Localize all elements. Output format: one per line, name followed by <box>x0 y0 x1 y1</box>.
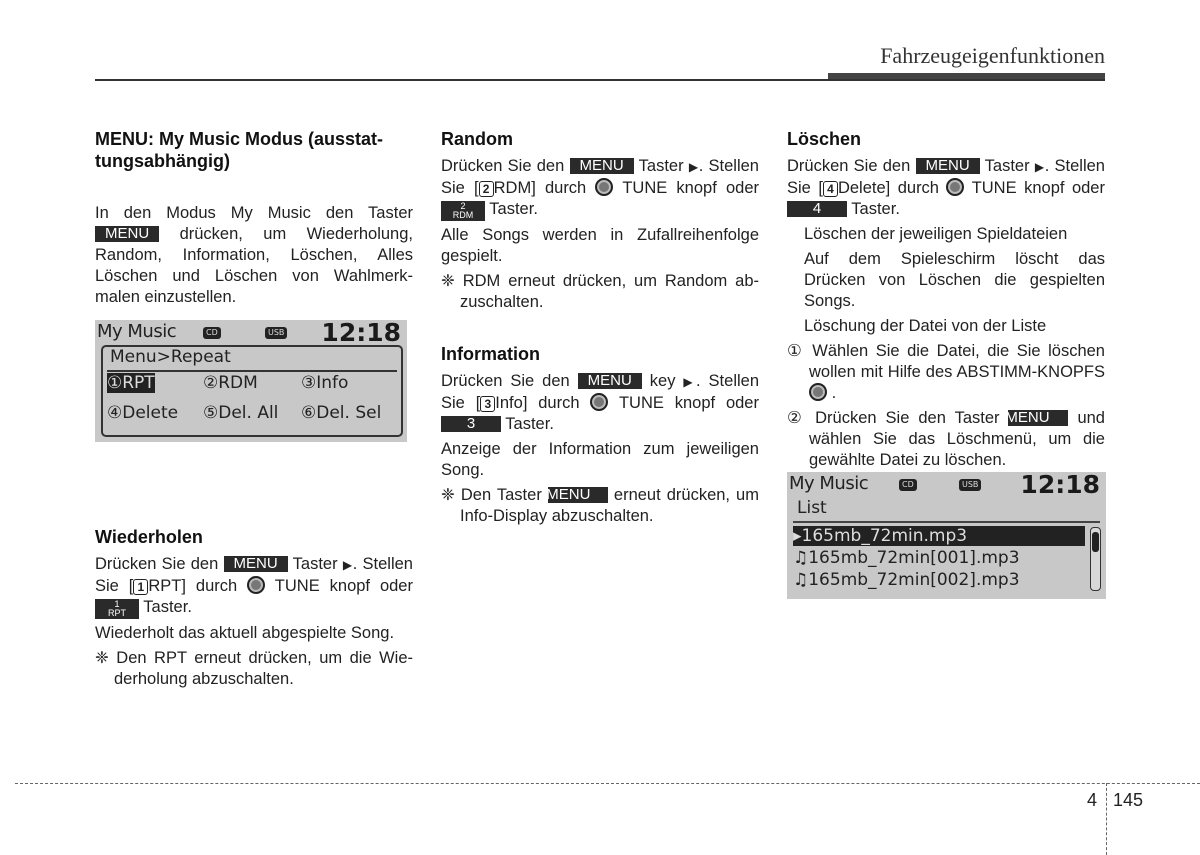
rdm-key <box>441 201 485 221</box>
menu-item-rdm[interactable]: ②RDM <box>203 373 258 393</box>
text: Taster <box>638 157 684 175</box>
delete-instruction: Drücken Sie den MENU Taster ▶. Stellen Sie [ 4 Delete] durch TUNE knopf oder 4 Taster. <box>787 157 1105 218</box>
delete-step-2 <box>787 408 1105 471</box>
menu-key: MENU <box>916 158 980 174</box>
menu-key: MENU <box>570 158 634 174</box>
screen-status-bar <box>787 472 1106 497</box>
text: Stellen Sie [ <box>95 555 413 595</box>
intro-text-post: drücken, um Wiederholung, Random, Information, Löschen, Alles Löschen und Löschen von Wahlmerk-malen einzustellen. <box>95 225 413 306</box>
scroll-thumb[interactable] <box>1092 532 1099 552</box>
list-title: List <box>797 498 827 518</box>
header-rule <box>95 79 1105 81</box>
text: Delete] durch <box>837 179 939 197</box>
text: und wählen Sie das Löschmenü, um die gewählte Datei zu löschen. <box>809 409 1105 469</box>
display-screen-menu <box>95 320 407 442</box>
text: TUNE knopf oder <box>618 394 759 412</box>
section-title: Fahrzeugeigenfunktionen <box>880 43 1105 68</box>
text: TUNE knopf oder <box>274 577 413 595</box>
text: Stellen Sie [ <box>787 157 1105 197</box>
text: ② Drücken Sie den Taster <box>787 409 1000 427</box>
repeat-instruction: Drücken Sie den MENU Taster ▶. Stellen Sie [ 1 RPT] durch TUNE knopf oder 1 RPT Taster. <box>95 555 413 618</box>
intro-paragraph <box>95 203 413 308</box>
menu-item-rpt[interactable]: ①RPT <box>107 373 155 393</box>
list-item[interactable]: ♫165mb_72min[002].mp3 <box>793 570 1020 590</box>
delete-heading: Löschen <box>787 129 862 149</box>
text: RPT] durch <box>148 577 238 595</box>
random-heading: Random <box>441 129 513 149</box>
delete-line-3: Löschung der Datei von der Liste <box>804 317 1047 335</box>
repeat-heading: Wiederholen <box>95 527 203 547</box>
text: TUNE knopf oder <box>622 179 759 197</box>
arrow-right-icon: ▶ <box>342 558 353 572</box>
text: ❈ Den Taster <box>441 486 542 504</box>
cd-badge: CD <box>203 327 221 339</box>
menu-title: Menu>Repeat <box>110 347 231 367</box>
menu-item-delete[interactable]: ④Delete <box>107 403 179 423</box>
tune-knob-icon <box>946 178 964 196</box>
footer-rule <box>15 783 1200 784</box>
delete-key: 4 <box>787 201 847 217</box>
list-item-selected[interactable]: ▸165mb_72min.mp3 <box>793 526 1085 546</box>
repeat-note: ❈ Den RPT erneut drücken, um die Wie-derholung abzuschalten. <box>95 649 413 688</box>
random-note: ❈ RDM erneut drücken, um Random ab-zuschalten. <box>441 272 759 311</box>
screen-clock: 12:18 <box>321 318 401 347</box>
arrow-right-icon: ▶ <box>688 160 699 174</box>
delete-line-2: Auf dem Spieleschirm löscht das Drücken von Löschen die gespielten Songs. <box>804 250 1105 310</box>
text: Taster. <box>851 200 900 218</box>
menu-item-info[interactable]: ③Info <box>301 373 349 393</box>
random-instruction: Drücken Sie den MENU Taster ▶. Stellen Sie [ 2 RDM] durch TUNE knopf oder 2 RDM Taster. <box>441 157 759 220</box>
delete-step-1: ① Wählen Sie die Datei, die Sie löschen wollen mit Hilfe des ABSTIMM-KNOPFS . <box>787 342 1105 402</box>
menu-key: MENU <box>548 487 608 503</box>
usb-badge: USB <box>959 479 981 491</box>
tune-knob-icon <box>595 178 613 196</box>
tune-knob-icon <box>247 576 265 594</box>
info-instruction: Drücken Sie den MENU key ▶. Stellen Sie [ 3 Info] durch TUNE knopf oder 3 Taster. <box>441 372 759 433</box>
column-middle <box>441 128 759 531</box>
info-note <box>441 485 759 527</box>
cd-badge: CD <box>899 479 917 491</box>
text: Stellen Sie [ <box>441 157 759 197</box>
repeat-description: Wiederholt das aktuell abgespielte Song. <box>95 624 395 642</box>
list-scrollbar[interactable] <box>1090 527 1101 591</box>
text: Drücken Sie den <box>787 157 911 175</box>
arrow-right-icon: ▶ <box>1034 160 1045 174</box>
divider <box>107 370 397 372</box>
text: RDM] durch <box>493 179 587 197</box>
arrow-right-icon: ▶ <box>683 375 697 389</box>
screen-status-bar <box>95 320 407 345</box>
number-box-icon: 3 <box>480 396 495 412</box>
key-number: 1 <box>114 599 120 609</box>
number-box-icon: 2 <box>479 181 494 197</box>
menu-item-del-sel[interactable]: ⑥Del. Sel <box>301 403 382 423</box>
key-number: 2 <box>460 201 466 211</box>
menu-key: MENU <box>224 556 288 572</box>
menu-key: MENU <box>1008 410 1068 426</box>
display-screen-list <box>787 472 1106 599</box>
menu-item-del-all[interactable]: ⑤Del. All <box>203 403 279 423</box>
tune-knob-icon <box>809 383 827 401</box>
text: key <box>649 372 676 390</box>
info-key: 3 <box>441 416 501 432</box>
menu-key: MENU <box>95 226 159 242</box>
menu-panel <box>101 345 403 437</box>
text: Taster <box>984 157 1030 175</box>
text: Taster <box>292 555 338 573</box>
text: ① Wählen Sie die Datei, die Sie löschen wollen mit Hilfe des ABSTIMM-KNOPFS <box>787 342 1105 381</box>
delete-line-1: Löschen der jeweiligen Spieldateien <box>804 225 1068 243</box>
screen-title: My Music <box>789 473 869 494</box>
key-label: RPT <box>108 608 126 618</box>
number-box-icon: 1 <box>133 579 148 595</box>
text: Drücken Sie den <box>441 157 565 175</box>
chapter-number: 4 <box>1087 790 1098 810</box>
mymusic-heading: MENU: My Music Modus (ausstat-tungsabhängig) <box>95 129 384 171</box>
screen-clock: 12:18 <box>1020 470 1100 499</box>
intro-text-pre: In den Modus My Music den Taster <box>95 204 413 222</box>
tune-knob-icon <box>590 393 608 411</box>
text: erneut drücken, um Info-Display abzuschalten. <box>460 486 759 525</box>
column-right <box>787 128 1105 475</box>
text: Stellen Sie [ <box>441 372 759 412</box>
divider <box>793 521 1100 523</box>
number-box-icon: 4 <box>823 181 838 197</box>
random-description: Alle Songs werden in Zufallreihenfolge gespielt. <box>441 226 759 265</box>
footer-divider <box>1106 783 1107 855</box>
usb-badge: USB <box>265 327 287 339</box>
text: TUNE knopf oder <box>971 179 1105 197</box>
page-number: 145 <box>1113 790 1144 810</box>
text: Info] durch <box>495 394 580 412</box>
screen-title: My Music <box>97 321 177 342</box>
key-label: RDM <box>452 210 474 220</box>
text: Drücken Sie den <box>95 555 219 573</box>
text: Taster. <box>143 598 192 616</box>
text: Drücken Sie den <box>441 372 570 390</box>
info-description: Anzeige der Information zum jeweiligen Song. <box>441 440 759 479</box>
info-heading: Information <box>441 344 540 364</box>
menu-key: MENU <box>578 373 642 389</box>
list-item[interactable]: ♫165mb_72min[001].mp3 <box>793 548 1020 568</box>
text: Taster. <box>489 200 538 218</box>
text: Taster. <box>505 415 554 433</box>
rpt-key <box>95 599 139 619</box>
